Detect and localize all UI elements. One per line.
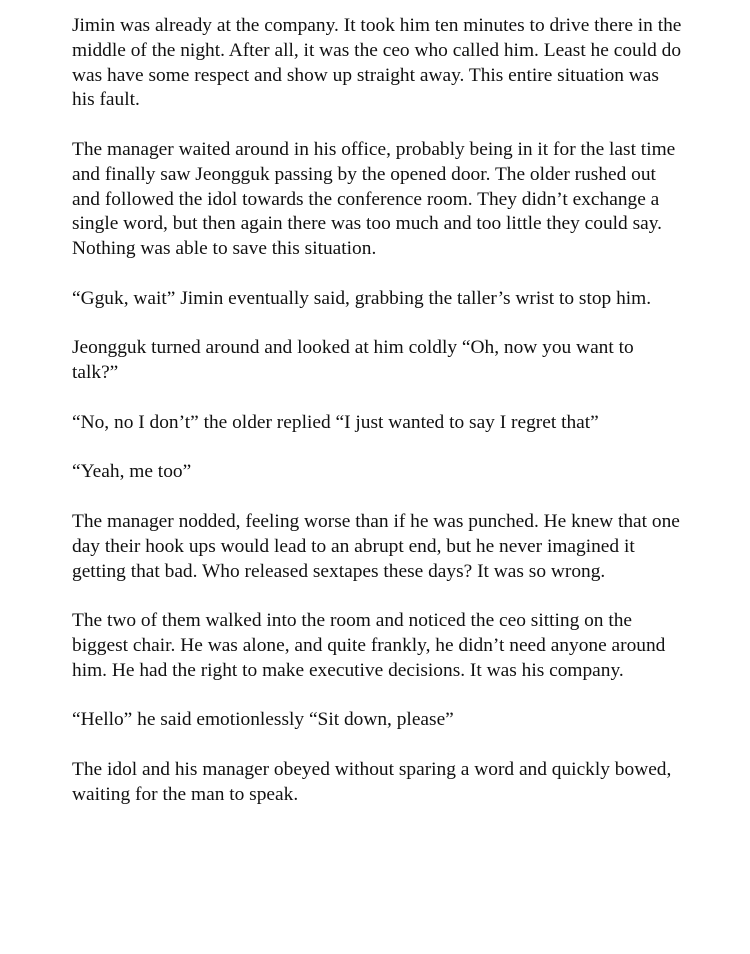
- paragraph-10: The idol and his manager obeyed without sparing a word and quickly bowed, waiting for the man to speak.: [72, 758, 672, 805]
- paragraph-9: “Hello” he said emotionlessly “Sit down, please”: [72, 709, 454, 731]
- paragraph-3: “Gguk, wait” Jimin eventually said, grabbing the taller’s wrist to stop him.: [72, 287, 652, 309]
- paragraph-5: “No, no I don’t” the older replied “I just wanted to say I regret that”: [72, 411, 599, 433]
- paragraph-8: The two of them walked into the room and noticed the ceo sitting on the biggest chair. He was alone, and quite frankly, he didn’t need anyone around him. He had the right to make executive decisions. It was his company.: [72, 610, 666, 681]
- paragraph-6: “Yeah, me too”: [72, 461, 192, 483]
- paragraph-1: Jimin was already at the company. It took him ten minutes to drive there in the middle of the night. After all, it was the ceo who called him. Least he could do was have some respect and show up straight away. This entire situation was his fault.: [72, 15, 682, 111]
- paragraph-4: Jeongguk turned around and looked at him coldly “Oh, now you want to talk?”: [72, 337, 634, 384]
- paragraph-2: The manager waited around in his office, probably being in it for the last time and finally saw Jeongguk passing by the opened door. The older rushed out and followed the idol towards the conference room. They didn’t exchange a single word, but then again there was too much and too little they could say. Nothing was able to save this situation.: [72, 138, 676, 260]
- paragraph-7: The manager nodded, feeling worse than if he was punched. He knew that one day their hook ups would lead to an abrupt end, but he never imagined it getting that bad. Who released sextapes these days? It was so wrong.: [72, 510, 680, 582]
- story-text: [72, 14, 682, 808]
